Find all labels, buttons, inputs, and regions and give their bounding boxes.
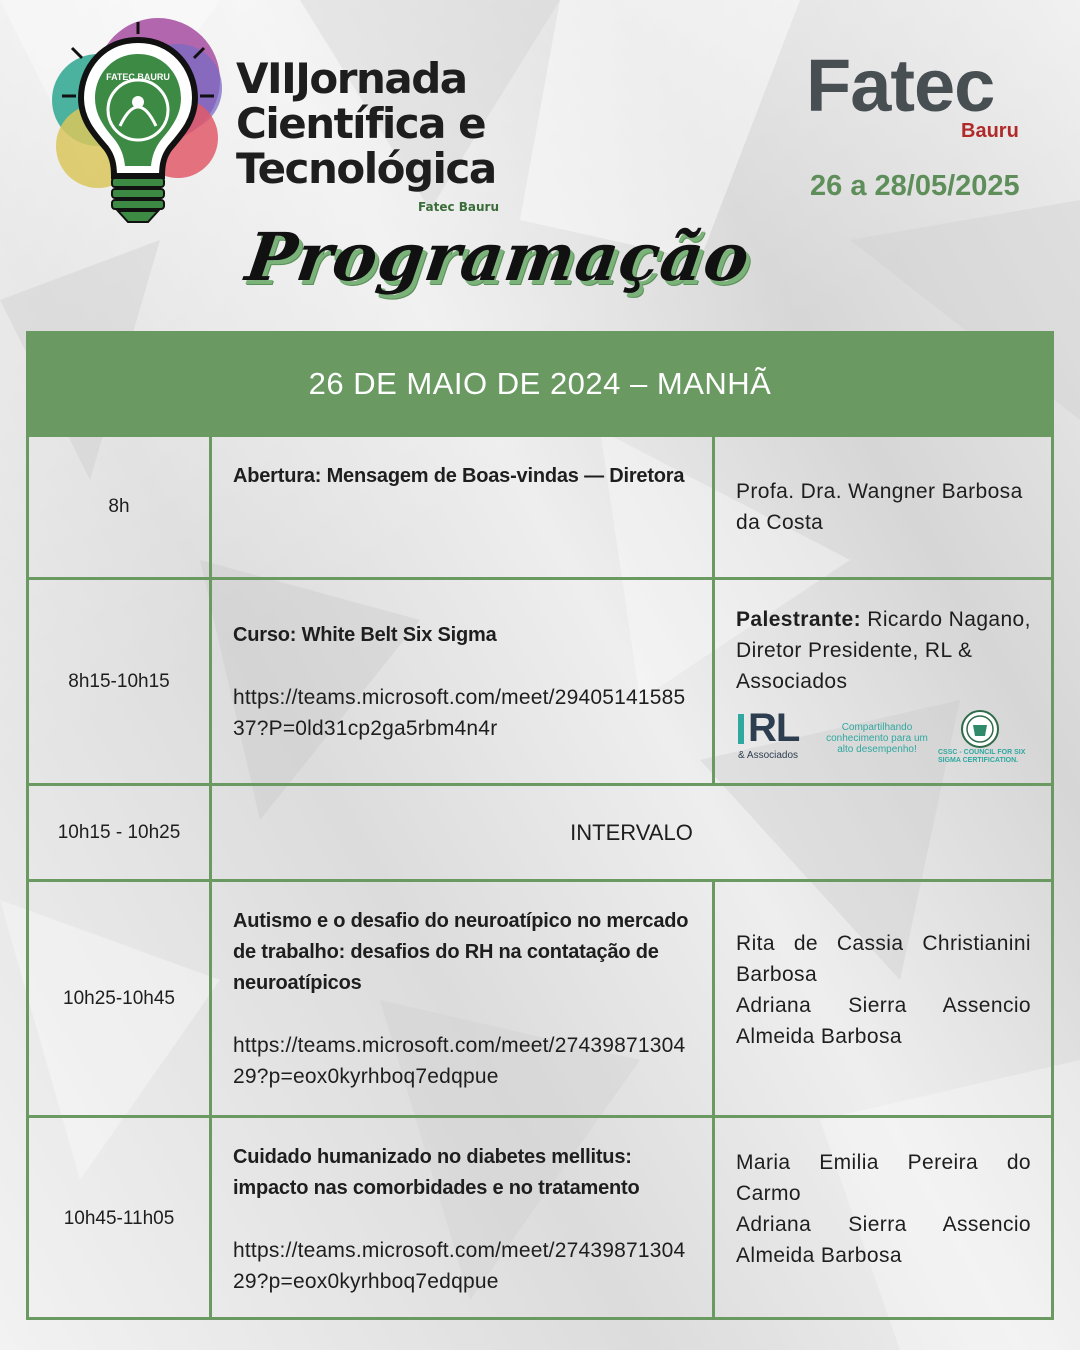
event-title-line-1: Jornada: [295, 54, 467, 103]
speaker-name: Adriana Sierra Assencio Almeida Barbosa: [736, 1213, 1031, 1267]
speaker-name: Maria Emilia Pereira do Carmo: [736, 1151, 1031, 1205]
activity-title: Autismo e o desafio do neuroatípico no mercado de trabalho: desafios do RH na contatação de neuroatípicos: [233, 910, 689, 994]
table-row: [29, 879, 1051, 1115]
rl-associados-logo: [736, 706, 816, 766]
meeting-link[interactable]: https://teams.microsoft.com/meet/2743987130429?p=eox0kyrhboq7edqpue: [233, 1034, 686, 1088]
meeting-link[interactable]: https://teams.microsoft.com/meet/2940514158537?P=0ld31cp2ga5rbm4n4r: [233, 686, 686, 740]
meeting-link[interactable]: https://teams.microsoft.com/meet/2743987130429?p=eox0kyrhboq7edqpue: [233, 1239, 686, 1293]
table-row: [29, 783, 1051, 879]
speaker-name: Adriana Sierra Assencio Almeida Barbosa: [736, 993, 1031, 1048]
speaker-info: [736, 604, 1031, 697]
row-activity: [209, 882, 712, 1115]
schedule-table: [26, 331, 1054, 1320]
row-time: 8h: [108, 496, 130, 517]
activity-title: Abertura: Mensagem de Boas-vindas — Diretora: [233, 465, 685, 487]
break-label: INTERVALO: [209, 786, 1051, 879]
event-number: VII: [236, 54, 296, 103]
cssc-logo: [938, 709, 1028, 767]
rl-slogan: Compartilhando conhecimento para um alto desempenho!: [826, 721, 928, 755]
sponsor-logos: [736, 706, 1031, 767]
speaker-name: Profa. Dra. Wangner Barbosa da Costa: [736, 480, 1023, 534]
table-row: [29, 434, 1051, 577]
cssc-text: CSSC - COUNCIL FOR SIX SIGMA CERTIFICATION.: [938, 749, 1026, 764]
event-title-line-2: Científica e: [236, 99, 486, 148]
row-time: 8h15-10h15: [68, 670, 170, 692]
row-activity: [209, 1118, 712, 1320]
institution-city: Bauru: [961, 120, 1019, 142]
speaker-label: Palestrante:: [736, 608, 862, 631]
row-speaker: [712, 580, 1051, 783]
event-title-line-3: Tecnológica: [236, 144, 496, 193]
row-time: 10h25-10h45: [63, 987, 175, 1009]
institution-logo: Fatec: [806, 44, 995, 127]
event-dates: 26 a 28/05/2025: [810, 170, 1020, 202]
row-time: 10h45-11h05: [63, 1208, 175, 1229]
event-subtitle: Fatec Bauru: [418, 200, 500, 214]
rl-mark: RL: [748, 706, 800, 750]
day-header: 26 DE MAIO DE 2024 – MANHÃ: [29, 334, 1051, 434]
activity-title: Curso: White Belt Six Sigma: [233, 624, 497, 646]
speaker-name: Rita de Cassia Christianini Barbosa: [736, 931, 1031, 986]
table-row: [29, 1115, 1051, 1320]
row-time: 10h15 - 10h25: [57, 821, 181, 843]
row-activity: [209, 437, 712, 577]
table-row: [29, 577, 1051, 783]
row-activity: [209, 580, 712, 783]
row-speaker: [712, 1118, 1051, 1320]
cssc-seal-icon: [960, 709, 1000, 749]
speaker-name: Ricardo Nagano, Diretor Presidente, RL & Associados: [736, 608, 1031, 693]
lightbulb-logo-icon: [48, 18, 228, 228]
event-title: [236, 56, 516, 191]
bulb-label: FATEC BAURU: [106, 72, 170, 82]
section-title: Programação: [241, 218, 756, 296]
row-speaker: [712, 437, 1051, 577]
rl-sub: & Associados: [738, 750, 799, 761]
row-speaker: [712, 882, 1051, 1115]
activity-title: Cuidado humanizado no diabetes mellitus: impacto nas comorbidades e no tratamento: [233, 1146, 640, 1199]
